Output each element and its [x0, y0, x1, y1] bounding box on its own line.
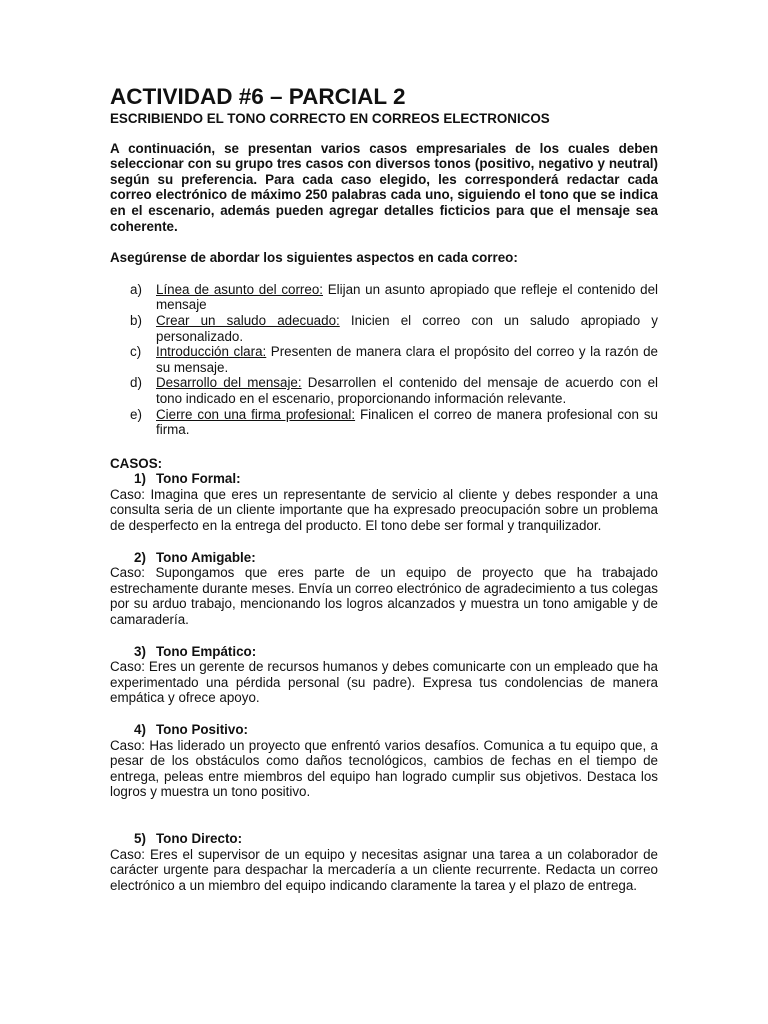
- case-title: Tono Formal:: [156, 471, 241, 487]
- aspect-text: Elijan un asunto apropiado que refleje el contenido del mensaje: [156, 281, 658, 313]
- case-text: Caso: Supongamos que eres parte de un equipo de proyecto que ha trabajado estrechamente durante meses. Envía un correo electrónico de agradecimiento a tus colegas por su arduo trabajo, mencionando los logros alcanzados y muestra un tono amigable y de camaradería.: [110, 565, 658, 628]
- aspects-list: [110, 282, 658, 438]
- aspect-label: Crear un saludo adecuado:: [156, 312, 340, 328]
- case-text: Caso: Eres el supervisor de un equipo y necesitas asignar una tarea a un colaborador de carácter urgente para despachar la mercadería a un cliente recurrente. Redacta un correo electrónico a un miembro del equipo indicando claramente la tarea y el plazo de entrega.: [110, 846, 658, 893]
- case-number: 5): [134, 830, 146, 846]
- aspect-letter: b): [130, 312, 142, 328]
- case-number: 2): [134, 549, 146, 565]
- case-item: [110, 471, 658, 533]
- intro-paragraph: A continuación, se presentan varios casos empresariales de los cuales deben seleccionar con su grupo tres casos con diversos tonos (positivo, negativo y neutral) según su preferencia. Para cada caso elegido, les corresponderá redactar cada correo electrónico de máximo 250 palabras cada uno, siguiendo el tono que se indica en el escenario, además pueden agregar detalles ficticios para que el mensaje sea coherente.: [110, 140, 658, 234]
- case-number: 4): [134, 722, 146, 737]
- case-number: 1): [134, 471, 146, 487]
- aspect-item: [110, 282, 658, 313]
- aspect-label: Línea de asunto del correo:: [156, 281, 323, 297]
- case-item: [110, 722, 658, 800]
- aspect-label: Introducción clara:: [156, 344, 267, 360]
- case-text: Caso: Eres un gerente de recursos humanos y debes comunicarte con un empleado que ha experimentado una pérdida personal (su padre). Expresa tus condolencias de manera empática y ofrece apoyo.: [110, 659, 658, 706]
- aspect-letter: a): [130, 281, 142, 297]
- aspect-letter: c): [130, 344, 142, 360]
- aspect-letter: d): [130, 375, 142, 391]
- case-item: [110, 644, 658, 706]
- case-item: [110, 831, 658, 893]
- case-title: Tono Empático:: [156, 643, 257, 659]
- cases-heading: CASOS:: [110, 455, 163, 471]
- case-number: 3): [134, 643, 146, 659]
- aspect-letter: e): [130, 406, 142, 422]
- aspect-label: Cierre con una firma profesional:: [156, 406, 356, 422]
- aspect-item: [110, 375, 658, 406]
- aspect-text: Finalicen el correo de manera profesional con su firma.: [156, 406, 658, 438]
- page-subtitle: ESCRIBIENDO EL TONO CORRECTO EN CORREOS ELECTRONICOS: [110, 111, 550, 126]
- aspect-item: [110, 344, 658, 375]
- aspect-item: [110, 313, 658, 344]
- case-item: [110, 550, 658, 628]
- aspect-text: Presenten de manera clara el propósito del correo y la razón de su mensaje.: [156, 344, 658, 375]
- aspect-item: [110, 407, 658, 438]
- document-content: [110, 84, 658, 893]
- aspect-text: Inicien el correo con un saludo apropiado y personalizado.: [156, 312, 658, 344]
- aspect-text: Desarrollen el contenido del mensaje de acuerdo con el tono indicado en el escenario, proporcionando información relevante.: [156, 375, 658, 406]
- aspect-label: Desarrollo del mensaje:: [156, 375, 302, 391]
- page-title: ACTIVIDAD #6 – PARCIAL 2: [110, 84, 406, 109]
- case-text: Caso: Imagina que eres un representante de servicio al cliente y debes responder a una consulta seria de un cliente importante que ha expresado preocupación sobre un problema de desperfecto en la entrega del producto. El tono debe ser formal y tranquilizador.: [110, 486, 658, 534]
- case-text: Caso: Has liderado un proyecto que enfrentó varios desafíos. Comunica a tu equipo que, a pesar de los obstáculos como daños tecnológicos, cambios de fechas en el tiempo de entrega, peleas entre miembros del equipo han logrado cumplir sus objetivos. Destaca los logros y muestra un tono positivo.: [110, 737, 658, 800]
- case-title: Tono Positivo:: [156, 722, 248, 737]
- case-title: Tono Directo:: [156, 830, 243, 846]
- case-title: Tono Amigable:: [156, 549, 256, 565]
- aspects-heading: Asegúrense de abordar los siguientes aspectos en cada correo:: [110, 250, 518, 266]
